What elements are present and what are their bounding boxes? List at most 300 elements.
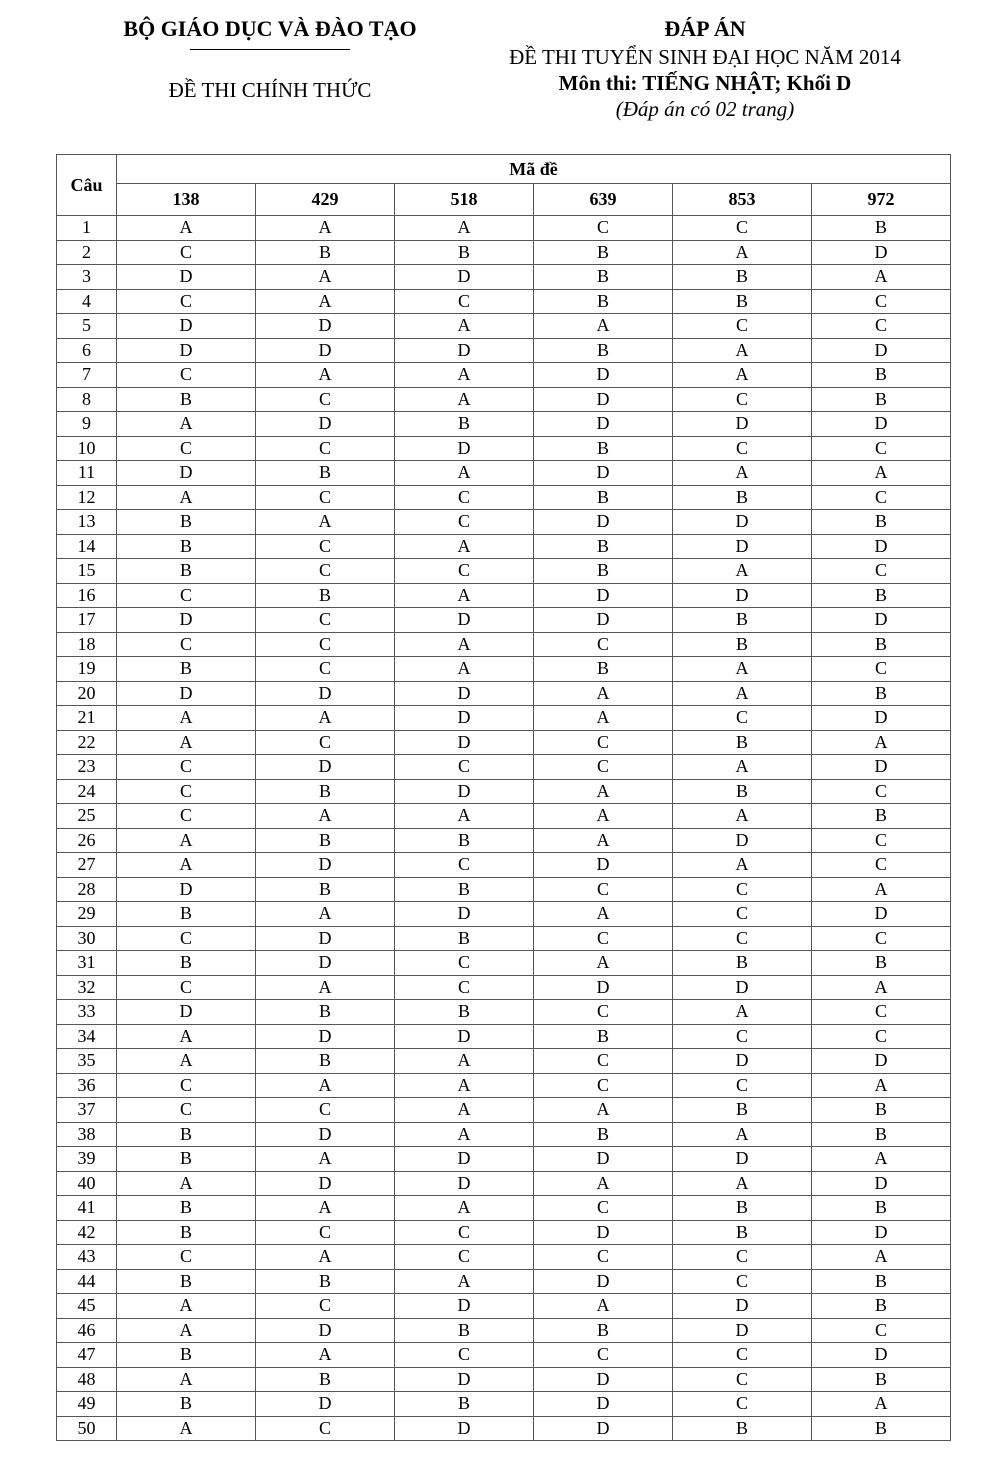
answer-cell: C: [534, 1073, 673, 1098]
answer-cell: B: [812, 1196, 951, 1221]
answer-cell: B: [256, 877, 395, 902]
question-number: 25: [57, 804, 117, 829]
table-row: [57, 1024, 951, 1049]
answer-cell: D: [534, 1367, 673, 1392]
question-number: 34: [57, 1024, 117, 1049]
answer-cell: A: [117, 706, 256, 731]
table-row: [57, 608, 951, 633]
answer-cell: C: [812, 314, 951, 339]
answer-cell: D: [812, 755, 951, 780]
answer-cell: C: [534, 926, 673, 951]
answer-cell: D: [256, 314, 395, 339]
answer-cell: B: [117, 1269, 256, 1294]
answer-cell: C: [117, 804, 256, 829]
answer-cell: C: [256, 1294, 395, 1319]
answer-cell: D: [534, 608, 673, 633]
table-row: [57, 926, 951, 951]
header-divider: [190, 49, 350, 50]
answer-cell: B: [812, 1416, 951, 1441]
answer-cell: A: [534, 951, 673, 976]
question-number: 42: [57, 1220, 117, 1245]
answer-cell: D: [117, 877, 256, 902]
answer-cell: C: [673, 1343, 812, 1368]
answer-cell: A: [117, 1294, 256, 1319]
answer-cell: C: [812, 853, 951, 878]
question-number: 47: [57, 1343, 117, 1368]
exam-code-header: 518: [395, 184, 534, 216]
answer-cell: D: [256, 951, 395, 976]
answer-cell: B: [673, 1196, 812, 1221]
answer-cell: C: [256, 1416, 395, 1441]
answer-cell: A: [534, 828, 673, 853]
answer-cell: B: [812, 1122, 951, 1147]
answer-cell: D: [673, 534, 812, 559]
answer-cell: D: [395, 265, 534, 290]
answer-cell: C: [117, 926, 256, 951]
answer-cell: A: [812, 1392, 951, 1417]
answer-cell: B: [673, 485, 812, 510]
exam-code-header: 639: [534, 184, 673, 216]
answer-cell: A: [812, 1147, 951, 1172]
answer-cell: B: [117, 1196, 256, 1221]
table-row: [57, 534, 951, 559]
answer-cell: C: [534, 1000, 673, 1025]
question-number: 18: [57, 632, 117, 657]
exam-code-group-header: Mã đề: [117, 155, 951, 184]
answer-cell: C: [534, 1245, 673, 1270]
answer-cell: D: [256, 1318, 395, 1343]
answer-cell: A: [117, 412, 256, 437]
answer-cell: C: [117, 779, 256, 804]
answer-cell: D: [812, 608, 951, 633]
answer-cell: D: [812, 1049, 951, 1074]
answer-cell: D: [534, 1269, 673, 1294]
answer-cell: B: [395, 828, 534, 853]
answer-cell: C: [534, 755, 673, 780]
answer-cell: A: [117, 485, 256, 510]
answer-cell: C: [812, 926, 951, 951]
answer-cell: B: [117, 1147, 256, 1172]
answer-cell: A: [256, 1343, 395, 1368]
answer-cell: B: [117, 902, 256, 927]
answer-cell: D: [395, 338, 534, 363]
table-row: [57, 804, 951, 829]
answer-cell: B: [256, 779, 395, 804]
answer-cell: A: [395, 363, 534, 388]
answer-cell: C: [673, 1024, 812, 1049]
table-row: [57, 1000, 951, 1025]
question-number: 11: [57, 461, 117, 486]
answer-cell: B: [117, 559, 256, 584]
document-title: ĐÁP ÁN: [664, 16, 746, 41]
answer-cell: B: [812, 510, 951, 535]
answer-cell: B: [673, 608, 812, 633]
answer-cell: D: [256, 412, 395, 437]
answer-cell: C: [534, 1049, 673, 1074]
answer-cell: D: [673, 1294, 812, 1319]
answer-cell: C: [395, 755, 534, 780]
answer-cell: D: [395, 730, 534, 755]
answer-cell: B: [812, 681, 951, 706]
table-row: [57, 289, 951, 314]
answer-cell: B: [117, 1392, 256, 1417]
question-number: 48: [57, 1367, 117, 1392]
answer-cell: A: [395, 804, 534, 829]
question-number: 23: [57, 755, 117, 780]
answer-cell: B: [812, 1294, 951, 1319]
answer-cell: B: [812, 363, 951, 388]
answer-cell: A: [812, 975, 951, 1000]
answer-cell: D: [673, 975, 812, 1000]
answer-cell: A: [395, 387, 534, 412]
answer-cell: D: [534, 387, 673, 412]
answer-cell: C: [117, 289, 256, 314]
answer-cell: B: [812, 1269, 951, 1294]
answer-cell: C: [117, 975, 256, 1000]
table-row: [57, 1196, 951, 1221]
answer-cell: A: [534, 779, 673, 804]
answer-cell: A: [673, 804, 812, 829]
table-row: [57, 240, 951, 265]
table-row: [57, 436, 951, 461]
question-number: 30: [57, 926, 117, 951]
answer-cell: D: [673, 1318, 812, 1343]
answer-cell: D: [812, 902, 951, 927]
exam-code-header: 138: [117, 184, 256, 216]
answer-cell: D: [673, 828, 812, 853]
question-number: 12: [57, 485, 117, 510]
answer-cell: D: [256, 1392, 395, 1417]
table-row: [57, 975, 951, 1000]
answer-cell: A: [256, 363, 395, 388]
answer-cell: B: [256, 240, 395, 265]
question-number: 15: [57, 559, 117, 584]
header-left: [100, 14, 440, 104]
answer-cell: A: [256, 804, 395, 829]
answer-cell: B: [812, 632, 951, 657]
answer-cell: C: [812, 1318, 951, 1343]
question-number: 17: [57, 608, 117, 633]
answer-cell: B: [534, 559, 673, 584]
answer-cell: B: [673, 1098, 812, 1123]
exam-name: ĐỀ THI TUYỂN SINH ĐẠI HỌC NĂM 2014: [509, 45, 901, 69]
answer-cell: C: [534, 730, 673, 755]
answer-cell: C: [673, 1269, 812, 1294]
answer-cell: A: [395, 1269, 534, 1294]
answer-cell: A: [117, 1024, 256, 1049]
question-number: 28: [57, 877, 117, 902]
answer-cell: D: [812, 240, 951, 265]
answer-cell: B: [534, 436, 673, 461]
answer-cell: C: [395, 289, 534, 314]
question-number: 27: [57, 853, 117, 878]
answer-cell: B: [534, 657, 673, 682]
answer-cell: A: [534, 1098, 673, 1123]
answer-cell: D: [673, 412, 812, 437]
exam-code-header: 429: [256, 184, 395, 216]
exam-code-header-row: [57, 184, 951, 216]
answer-cell: C: [673, 436, 812, 461]
official-exam-label: ĐỀ THI CHÍNH THỨC: [168, 78, 372, 102]
answer-cell: B: [812, 216, 951, 241]
answer-cell: C: [395, 1220, 534, 1245]
answer-cell: A: [395, 534, 534, 559]
exam-code-header: 972: [812, 184, 951, 216]
answer-cell: D: [812, 1220, 951, 1245]
answer-cell: C: [395, 510, 534, 535]
answer-cell: D: [117, 608, 256, 633]
answer-cell: D: [395, 779, 534, 804]
answer-cell: A: [673, 363, 812, 388]
answer-cell: B: [117, 387, 256, 412]
table-row: [57, 1073, 951, 1098]
answer-cell: A: [534, 804, 673, 829]
answer-cell: A: [673, 657, 812, 682]
answer-cell: C: [256, 436, 395, 461]
answer-cell: A: [117, 1049, 256, 1074]
ministry-name: BỘ GIÁO DỤC VÀ ĐÀO TẠO: [123, 16, 417, 41]
table-row: [57, 951, 951, 976]
answer-cell: A: [395, 314, 534, 339]
answer-cell: B: [812, 583, 951, 608]
answer-cell: D: [812, 338, 951, 363]
answer-cell: C: [673, 387, 812, 412]
answer-cell: B: [534, 485, 673, 510]
answer-cell: D: [256, 681, 395, 706]
table-row: [57, 1343, 951, 1368]
question-number: 49: [57, 1392, 117, 1417]
answer-cell: C: [117, 1073, 256, 1098]
answer-cell: C: [256, 387, 395, 412]
table-row: [57, 314, 951, 339]
answer-cell: C: [812, 828, 951, 853]
answer-cell: B: [256, 1367, 395, 1392]
answer-cell: A: [256, 1245, 395, 1270]
answer-cell: A: [117, 853, 256, 878]
table-row: [57, 755, 951, 780]
answer-cell: B: [395, 1318, 534, 1343]
answer-cell: C: [256, 632, 395, 657]
answer-cell: A: [812, 730, 951, 755]
answer-cell: C: [117, 1245, 256, 1270]
table-row: [57, 1122, 951, 1147]
answer-cell: C: [812, 436, 951, 461]
table-row: [57, 1392, 951, 1417]
question-number: 45: [57, 1294, 117, 1319]
question-number: 26: [57, 828, 117, 853]
question-number: 43: [57, 1245, 117, 1270]
answer-cell: D: [395, 681, 534, 706]
answer-cell: C: [256, 1098, 395, 1123]
answer-cell: D: [256, 338, 395, 363]
answer-cell: C: [117, 755, 256, 780]
question-number: 33: [57, 1000, 117, 1025]
answer-cell: C: [117, 363, 256, 388]
answer-cell: D: [812, 412, 951, 437]
answer-cell: B: [534, 1122, 673, 1147]
answer-cell: C: [256, 1220, 395, 1245]
exam-subject: Môn thi: TIẾNG NHẬT; Khối D: [558, 71, 852, 95]
answer-cell: D: [117, 681, 256, 706]
answer-cell: D: [395, 706, 534, 731]
question-number: 5: [57, 314, 117, 339]
answer-cell: A: [395, 1122, 534, 1147]
answer-cell: A: [395, 632, 534, 657]
answer-cell: B: [812, 804, 951, 829]
answer-cell: A: [256, 1147, 395, 1172]
answer-cell: D: [812, 1343, 951, 1368]
answer-cell: B: [534, 265, 673, 290]
table-row: [57, 1049, 951, 1074]
question-number: 22: [57, 730, 117, 755]
answer-cell: B: [673, 289, 812, 314]
answer-cell: D: [812, 1171, 951, 1196]
answer-cell: B: [673, 779, 812, 804]
answer-cell: D: [673, 1147, 812, 1172]
header-right: [470, 14, 940, 122]
answer-cell: B: [673, 730, 812, 755]
question-number: 41: [57, 1196, 117, 1221]
answer-cell: D: [256, 926, 395, 951]
answer-cell: C: [534, 216, 673, 241]
table-row: [57, 1147, 951, 1172]
answer-cell: D: [534, 461, 673, 486]
answer-cell: A: [256, 289, 395, 314]
question-number: 1: [57, 216, 117, 241]
answer-cell: A: [395, 461, 534, 486]
answer-cell: B: [117, 951, 256, 976]
question-number: 38: [57, 1122, 117, 1147]
answer-cell: B: [256, 583, 395, 608]
answer-cell: A: [395, 216, 534, 241]
answer-cell: B: [395, 1000, 534, 1025]
answer-cell: A: [812, 1245, 951, 1270]
answer-cell: C: [812, 559, 951, 584]
question-number: 19: [57, 657, 117, 682]
answer-cell: D: [673, 510, 812, 535]
answer-cell: B: [673, 951, 812, 976]
answer-cell: B: [812, 1367, 951, 1392]
question-number: 37: [57, 1098, 117, 1123]
answer-cell: D: [117, 461, 256, 486]
answer-cell: A: [117, 1171, 256, 1196]
answer-cell: A: [534, 1294, 673, 1319]
answer-cell: D: [534, 510, 673, 535]
question-number: 14: [57, 534, 117, 559]
question-number: 32: [57, 975, 117, 1000]
answer-cell: C: [117, 436, 256, 461]
table-row: [57, 1294, 951, 1319]
question-number: 31: [57, 951, 117, 976]
answer-cell: A: [117, 216, 256, 241]
table-row: [57, 853, 951, 878]
answer-cell: A: [256, 510, 395, 535]
table-row: [57, 1416, 951, 1441]
answer-cell: D: [117, 1000, 256, 1025]
answer-cell: C: [673, 1367, 812, 1392]
answer-cell: D: [256, 1024, 395, 1049]
answer-cell: C: [534, 1196, 673, 1221]
table-row: [57, 657, 951, 682]
answer-cell: D: [812, 706, 951, 731]
answer-cell: A: [812, 1073, 951, 1098]
table-row: [57, 1220, 951, 1245]
answer-cell: D: [534, 583, 673, 608]
answer-cell: C: [256, 534, 395, 559]
answer-cell: C: [256, 559, 395, 584]
answer-cell: A: [117, 828, 256, 853]
answer-cell: D: [256, 755, 395, 780]
answer-cell: B: [812, 387, 951, 412]
answer-cell: A: [117, 1318, 256, 1343]
question-number: 16: [57, 583, 117, 608]
table-row: [57, 1367, 951, 1392]
answer-cell: D: [117, 265, 256, 290]
answer-cell: A: [117, 1367, 256, 1392]
answer-cell: A: [534, 706, 673, 731]
answer-cell: A: [673, 559, 812, 584]
table-row: [57, 583, 951, 608]
question-number: 24: [57, 779, 117, 804]
answer-cell: D: [534, 1392, 673, 1417]
answer-cell: C: [117, 583, 256, 608]
answer-cell: B: [395, 926, 534, 951]
answer-cell: C: [673, 216, 812, 241]
table-row: [57, 902, 951, 927]
answer-rows: [57, 216, 951, 1441]
answer-cell: A: [256, 706, 395, 731]
answer-cell: B: [395, 1392, 534, 1417]
answer-cell: C: [812, 1024, 951, 1049]
answer-cell: A: [534, 902, 673, 927]
question-number: 40: [57, 1171, 117, 1196]
answer-cell: C: [256, 608, 395, 633]
answer-cell: B: [673, 265, 812, 290]
answer-cell: B: [534, 1024, 673, 1049]
answer-cell: A: [395, 1098, 534, 1123]
table-row: [57, 559, 951, 584]
question-number: 7: [57, 363, 117, 388]
answer-cell: A: [673, 681, 812, 706]
answer-cell: B: [117, 1220, 256, 1245]
answer-cell: B: [812, 951, 951, 976]
answer-cell: B: [117, 1343, 256, 1368]
answer-cell: B: [534, 240, 673, 265]
answer-cell: C: [812, 289, 951, 314]
answer-cell: B: [256, 1000, 395, 1025]
table-row: [57, 1171, 951, 1196]
answer-cell: A: [673, 853, 812, 878]
answer-cell: C: [395, 951, 534, 976]
table-row: [57, 1098, 951, 1123]
answer-cell: D: [395, 1024, 534, 1049]
answer-cell: A: [673, 240, 812, 265]
table-row: [57, 681, 951, 706]
answer-cell: C: [395, 975, 534, 1000]
answer-cell: D: [534, 1220, 673, 1245]
pages-note: (Đáp án có 02 trang): [615, 97, 795, 121]
answer-cell: C: [395, 1245, 534, 1270]
question-number: 2: [57, 240, 117, 265]
exam-code-header: 853: [673, 184, 812, 216]
answer-cell: A: [673, 461, 812, 486]
answer-cell: D: [256, 853, 395, 878]
answer-cell: A: [534, 1171, 673, 1196]
answer-cell: D: [395, 902, 534, 927]
answer-cell: A: [256, 265, 395, 290]
answer-cell: C: [534, 877, 673, 902]
question-number: 39: [57, 1147, 117, 1172]
